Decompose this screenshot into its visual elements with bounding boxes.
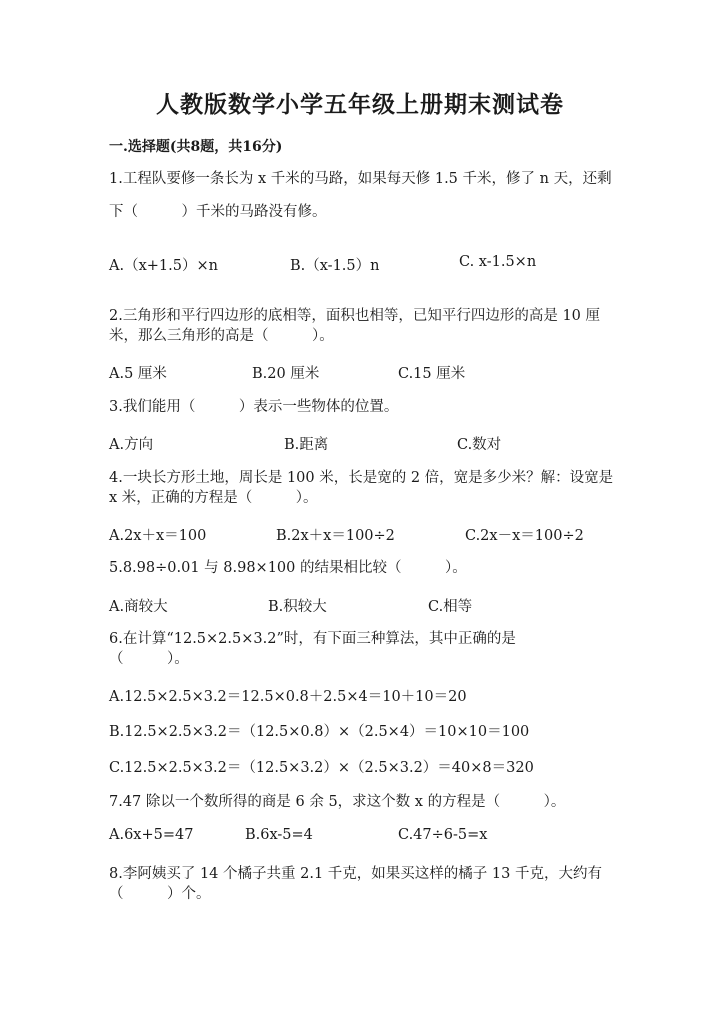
question-4-option-b: B.2x＋x＝100÷2 [276, 528, 395, 544]
question-3-option-c: C.数对 [457, 437, 502, 453]
question-4-option-a: A.2x＋x＝100 [109, 528, 207, 544]
question-1-line-1: 1.工程队要修一条长为 x 千米的马路，如果每天修 1.5 千米，修了 n 天，还剩 [109, 171, 612, 187]
question-6-option-c: C.12.5×2.5×3.2＝（12.5×3.2）×（2.5×3.2）＝40×8＝320 [109, 760, 534, 776]
page-title: 人教版数学小学五年级上册期末测试卷 [156, 91, 564, 118]
question-1-option-c: C. x-1.5×n [459, 254, 537, 270]
question-3-line-1: 3.我们能用（ ）表示一些物体的位置。 [109, 399, 399, 415]
question-2-option-a: A.5 厘米 [109, 366, 167, 382]
question-5-option-b: B.积较大 [268, 599, 327, 615]
question-6-line-1: 6.在计算“12.5×2.5×3.2”时，有下面三种算法，其中正确的是 [109, 631, 516, 647]
question-8-line-2: （ ）个。 [109, 886, 211, 902]
question-6-option-a: A.12.5×2.5×3.2＝12.5×0.8＋2.5×4＝10＋10＝20 [109, 689, 467, 705]
question-3-option-b: B.距离 [284, 437, 329, 453]
question-5-option-a: A.商较大 [109, 599, 168, 615]
section-heading: 一.选择题(共8题，共16分) [109, 139, 283, 155]
question-6-line-2: （ ）。 [109, 651, 189, 667]
question-7-option-c: C.47÷6-5=x [398, 827, 488, 843]
question-2-option-b: B.20 厘米 [252, 366, 320, 382]
question-7-line-1: 7.47 除以一个数所得的商是 6 余 5，求这个数 x 的方程是（ ）。 [109, 794, 566, 810]
question-2-option-c: C.15 厘米 [398, 366, 466, 382]
question-7-option-b: B.6x-5=4 [245, 827, 313, 843]
question-5-line-1: 5.8.98÷0.01 与 8.98×100 的结果相比较（ ）。 [109, 560, 467, 576]
question-6-option-b: B.12.5×2.5×3.2＝（12.5×0.8）×（2.5×4）＝10×10＝100 [109, 724, 530, 740]
question-1-option-b: B.（x-1.5）n [290, 258, 380, 274]
question-4-line-2: x 米，正确的方程是（ ）。 [109, 490, 318, 506]
question-2-line-1: 2.三角形和平行四边形的底相等，面积也相等，已知平行四边形的高是 10 厘 [109, 308, 601, 324]
question-1-option-a: A.（x+1.5）×n [109, 258, 218, 274]
question-8-line-1: 8.李阿姨买了 14 个橘子共重 2.1 千克，如果买这样的橘子 13 千克，大约有 [109, 866, 602, 882]
question-5-option-c: C.相等 [428, 599, 473, 615]
question-1-line-2: 下（ ）千米的马路没有修。 [109, 204, 327, 220]
question-2-line-2: 米，那么三角形的高是（ ）。 [109, 328, 334, 344]
question-3-option-a: A.方向 [109, 437, 154, 453]
question-4-option-c: C.2x－x＝100÷2 [465, 528, 584, 544]
question-4-line-1: 4.一块长方形土地，周长是 100 米，长是宽的 2 倍，宽是多少米？解：设宽是 [109, 470, 614, 486]
question-7-option-a: A.6x+5=47 [109, 827, 194, 843]
